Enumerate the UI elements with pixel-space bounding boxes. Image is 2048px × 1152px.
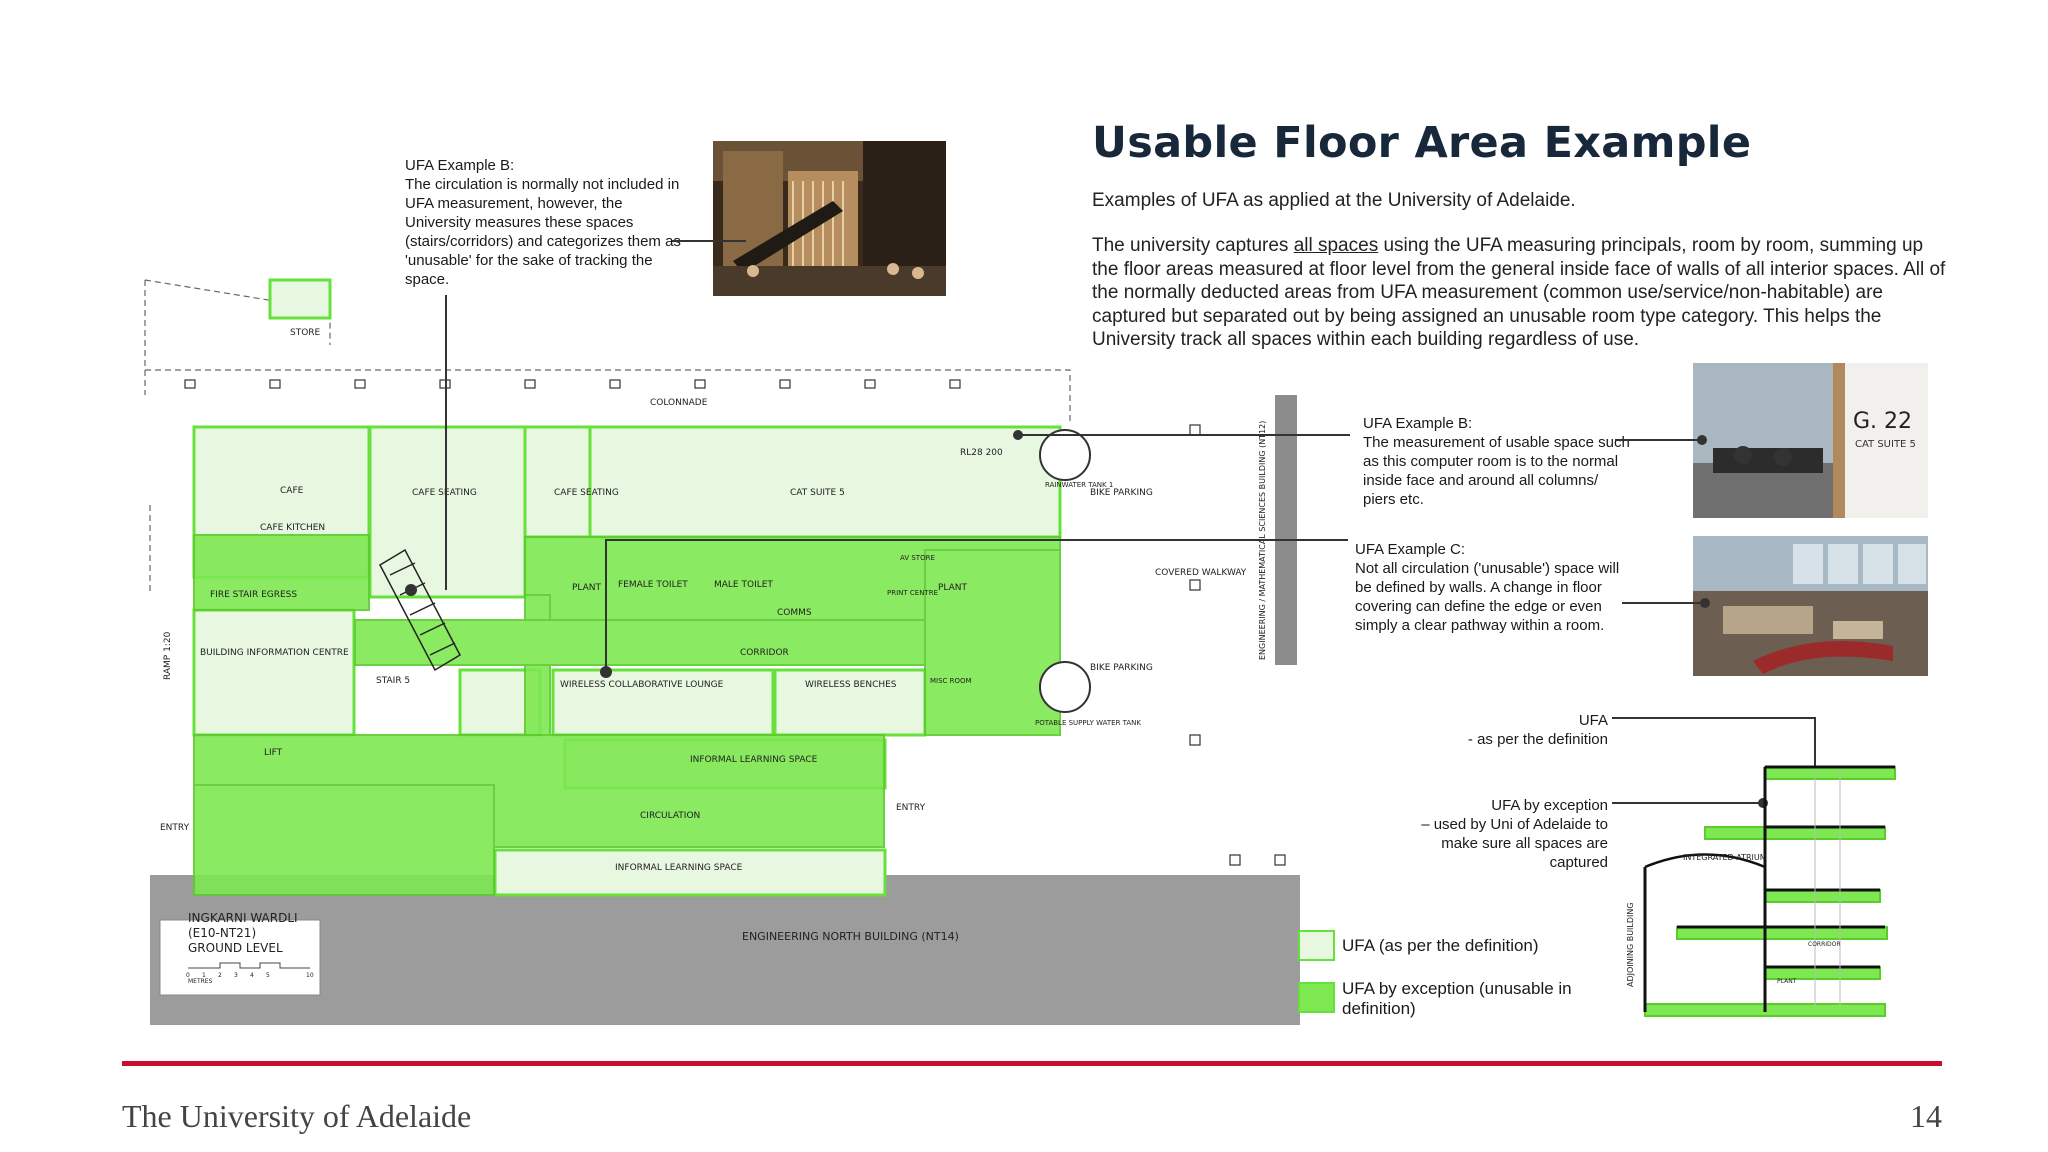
label-circulation: CIRCULATION	[640, 811, 701, 821]
label-stair-5: STAIR 5	[376, 676, 411, 686]
legend-swatch-ufa	[1298, 930, 1335, 961]
label-wireless-lounge: WIRELESS COLLABORATIVE LOUNGE	[560, 680, 724, 690]
label-store: STORE	[290, 328, 321, 338]
page-title: Usable Floor Area Example	[1092, 118, 1752, 168]
scale-tick: 3	[234, 972, 238, 979]
label-potable: POTABLE SUPPLY WATER TANK	[1035, 719, 1142, 727]
label-neighbour-building: ENGINEERING NORTH BUILDING (NT14)	[742, 930, 959, 943]
callout-title: UFA by exception	[1491, 797, 1608, 814]
scale-tick: 0	[186, 972, 190, 979]
label-colonnade: COLONNADE	[650, 398, 708, 408]
section-adjoining-label: ADJOINING BUILDING	[1626, 902, 1635, 987]
page-subtitle: Examples of UFA as applied at the University of Adelaide.	[1092, 190, 1576, 211]
label-female-toilet: FEMALE TOILET	[618, 580, 688, 590]
footer-org: The University of Adelaide	[122, 1098, 472, 1134]
label-cafe: CAFE	[280, 486, 304, 496]
label-entry-2: ENTRY	[896, 803, 926, 813]
callout-body: The circulation is normally not included in UFA measurement, however, the University measures these spaces (stairs/corridors) and categorizes them as 'unusable' for the sake of tracking the space.	[405, 176, 681, 288]
label-entry-1: ENTRY	[160, 823, 190, 833]
callout-title: UFA Example B:	[405, 157, 515, 174]
callout-body: - as per the definition	[1467, 731, 1608, 748]
callout-body: Not all circulation ('unusable') space will be defined by walls. A change in floor covering can define the edge or even simply a clear pathway within a room.	[1355, 560, 1620, 634]
label-cafe-seating-2: CAFE SEATING	[554, 488, 619, 498]
plan-building-code: (E10-NT21)	[188, 926, 257, 940]
legend-label-exception: UFA by exception (unusable in definition)	[1342, 979, 1572, 1018]
label-math-building: ENGINEERING / MATHEMATICAL SCIENCES BUILDING (NT12)	[1258, 420, 1267, 660]
scale-tick: 5	[266, 972, 270, 979]
section-diagram	[1615, 742, 1945, 1022]
scale-tick: 2	[218, 972, 222, 979]
page-number: 14	[1910, 1098, 1942, 1134]
section-atrium-label: INTEGRATED ATRIUM	[1683, 853, 1767, 862]
paragraph-link: all spaces	[1293, 235, 1379, 256]
label-misc-room: MISC ROOM	[930, 677, 972, 685]
label-fire-stair: FIRE STAIR EGRESS	[210, 590, 298, 600]
label-av-store: AV STORE	[900, 554, 935, 562]
label-plant: PLANT	[572, 583, 602, 593]
section-corridor-label: CORRIDOR	[1808, 941, 1841, 948]
legend-label-ufa: UFA (as per the definition)	[1342, 936, 1539, 955]
room-sign: G. 22	[1853, 409, 1913, 434]
section-plant-label: PLANT	[1777, 978, 1797, 985]
label-cafe-kitchen: CAFE KITCHEN	[260, 523, 326, 533]
label-bike-parking: BIKE PARKING	[1090, 488, 1153, 498]
label-building-info: BUILDING INFORMATION CENTRE	[200, 648, 349, 658]
legend-swatch-exception	[1298, 982, 1335, 1013]
paragraph-post: using the UFA measuring principals, room by room, summing up the floor areas measured at floor level from the general inside face of walls of all interior spaces. All of the normally deducted areas from UFA measurement (common use/service/non-habitable) are captured but separated out by being assigned an unusable room type category. This helps the University track all spaces within each building regardless of use.	[1092, 235, 1946, 350]
label-male-toilet: MALE TOILET	[714, 580, 773, 590]
label-lift: LIFT	[264, 748, 283, 758]
callout-body: The measurement of usable space such as this computer room is to the normal inside face and around all columns/ piers etc.	[1363, 434, 1630, 508]
label-cat-suite: CAT SUITE 5	[790, 488, 845, 498]
label-plant-2: PLANT	[938, 583, 968, 593]
scale-tick: 10	[306, 972, 314, 979]
callout-body: – used by Uni of Adelaide to make sure all spaces are captured	[1421, 816, 1608, 871]
label-rl: RL28 200	[960, 448, 1003, 458]
callout-title: UFA Example B:	[1363, 415, 1473, 432]
section-floor-ufa	[1765, 767, 1895, 779]
section-floor-exception	[1705, 827, 1765, 839]
label-informal-1: INFORMAL LEARNING SPACE	[690, 755, 818, 765]
label-rainwater: RAINWATER TANK 1	[1045, 481, 1114, 489]
label-bike-parking-2: BIKE PARKING	[1090, 663, 1153, 673]
label-corridor: CORRIDOR	[740, 648, 789, 658]
label-ramp: RAMP 1:20	[163, 631, 173, 680]
label-informal-2: INFORMAL LEARNING SPACE	[615, 863, 743, 873]
scale-tick: 1	[202, 972, 206, 979]
plan-level: GROUND LEVEL	[188, 941, 283, 955]
label-covered-walkway: COVERED WALKWAY	[1155, 568, 1247, 578]
plan-scale-label: METRES	[188, 978, 213, 985]
plan-building-title: INGKARNI WARDLI	[188, 911, 298, 925]
label-comms: COMMS	[777, 608, 812, 618]
label-wireless-benches: WIRELESS BENCHES	[805, 680, 897, 690]
room-sign-sub: CAT SUITE 5	[1855, 439, 1916, 450]
callout-title: UFA Example C:	[1355, 541, 1466, 558]
label-print-centre: PRINT CENTRE	[887, 589, 938, 597]
footer-rule	[122, 1061, 1942, 1066]
scale-tick: 4	[250, 972, 254, 979]
callout-title: UFA	[1578, 712, 1608, 729]
paragraph-pre: The university captures	[1092, 235, 1294, 256]
label-cafe-seating: CAFE SEATING	[412, 488, 477, 498]
